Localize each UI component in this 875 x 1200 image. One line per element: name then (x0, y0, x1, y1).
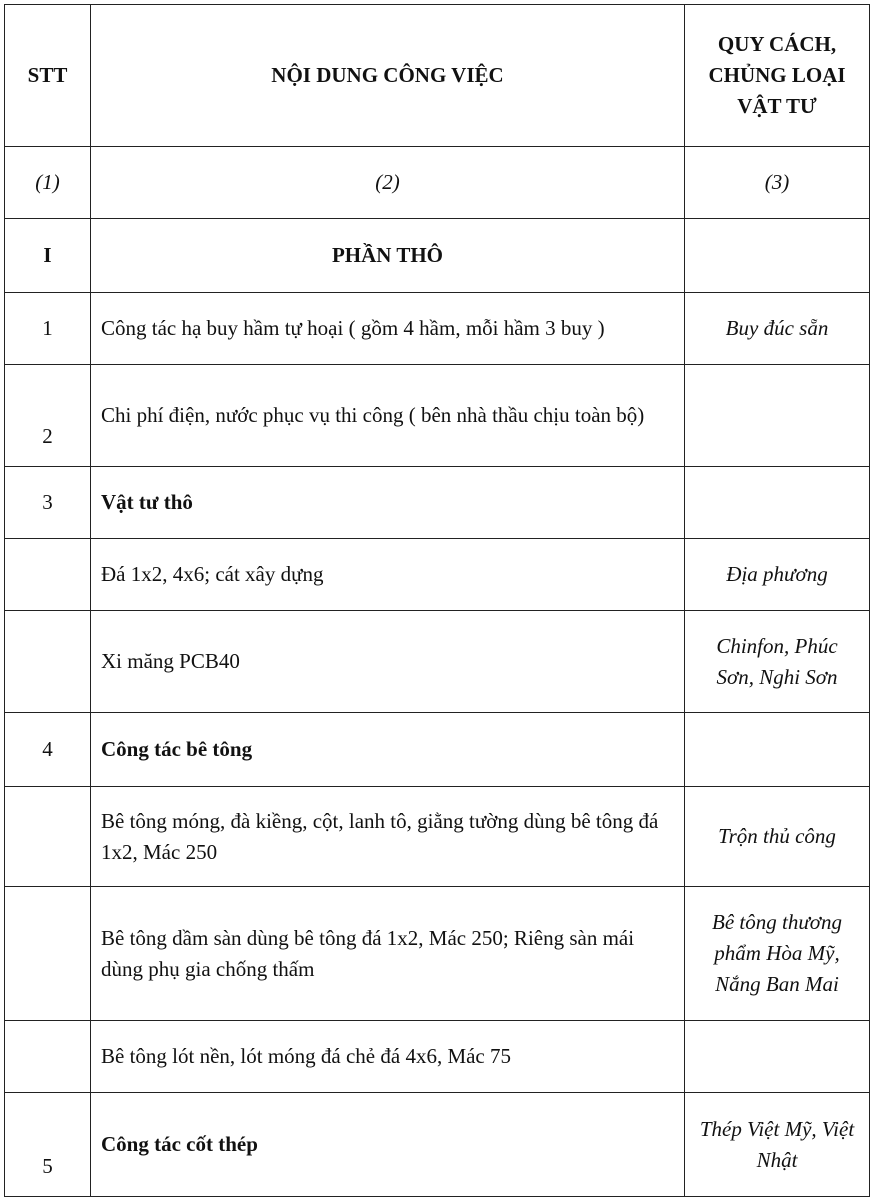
row-stt: 2 (5, 365, 91, 467)
row-content: Công tác hạ buy hầm tự hoại ( gồm 4 hầm, mỗi hầm 3 buy ) (91, 293, 685, 365)
row-spec: Trộn thủ công (685, 787, 870, 887)
row-spec (685, 713, 870, 787)
row-content: Bê tông lót nền, lót móng đá chẻ đá 4x6, Mác 75 (91, 1021, 685, 1093)
header-row (5, 5, 870, 147)
row-stt (5, 787, 91, 887)
row-stt (5, 887, 91, 1021)
section-stt: I (5, 219, 91, 293)
row-stt (5, 611, 91, 713)
row-content: Đá 1x2, 4x6; cát xây dựng (91, 539, 685, 611)
table-row (5, 713, 870, 787)
table-row (5, 467, 870, 539)
header-spec: QUY CÁCH, CHỦNG LOẠI VẬT TƯ (685, 5, 870, 147)
table-row (5, 787, 870, 887)
row-stt: 3 (5, 467, 91, 539)
row-spec: Buy đúc sẵn (685, 293, 870, 365)
table-row (5, 365, 870, 467)
section-row (5, 219, 870, 293)
column-index-row (5, 147, 870, 219)
table-row (5, 539, 870, 611)
row-content: Vật tư thô (91, 467, 685, 539)
row-content: Bê tông dầm sàn dùng bê tông đá 1x2, Mác 250; Riêng sàn mái dùng phụ gia chống thấm (91, 887, 685, 1021)
row-stt: 5 (5, 1093, 91, 1197)
table-row (5, 1021, 870, 1093)
row-stt (5, 539, 91, 611)
section-title: PHẦN THÔ (91, 219, 685, 293)
row-content: Công tác cốt thép (91, 1093, 685, 1197)
row-spec: Thép Việt Mỹ, Việt Nhật (685, 1093, 870, 1197)
index-3: (3) (685, 147, 870, 219)
row-content: Công tác bê tông (91, 713, 685, 787)
table-row (5, 293, 870, 365)
row-spec: Bê tông thương phẩm Hòa Mỹ, Nắng Ban Mai (685, 887, 870, 1021)
index-1: (1) (5, 147, 91, 219)
header-stt: STT (5, 5, 91, 147)
table-row (5, 887, 870, 1021)
table-row (5, 1093, 870, 1197)
header-content: NỘI DUNG CÔNG VIỆC (91, 5, 685, 147)
section-spec (685, 219, 870, 293)
table-row (5, 611, 870, 713)
row-spec (685, 365, 870, 467)
row-spec: Chinfon, Phúc Sơn, Nghi Sơn (685, 611, 870, 713)
row-stt: 4 (5, 713, 91, 787)
row-stt (5, 1021, 91, 1093)
row-spec (685, 467, 870, 539)
row-content: Xi măng PCB40 (91, 611, 685, 713)
row-content: Chi phí điện, nước phục vụ thi công ( bên nhà thầu chịu toàn bộ) (91, 365, 685, 467)
specification-table (4, 4, 870, 1197)
row-stt: 1 (5, 293, 91, 365)
row-spec (685, 1021, 870, 1093)
row-spec: Địa phương (685, 539, 870, 611)
row-content: Bê tông móng, đà kiềng, cột, lanh tô, giằng tường dùng bê tông đá 1x2, Mác 250 (91, 787, 685, 887)
index-2: (2) (91, 147, 685, 219)
